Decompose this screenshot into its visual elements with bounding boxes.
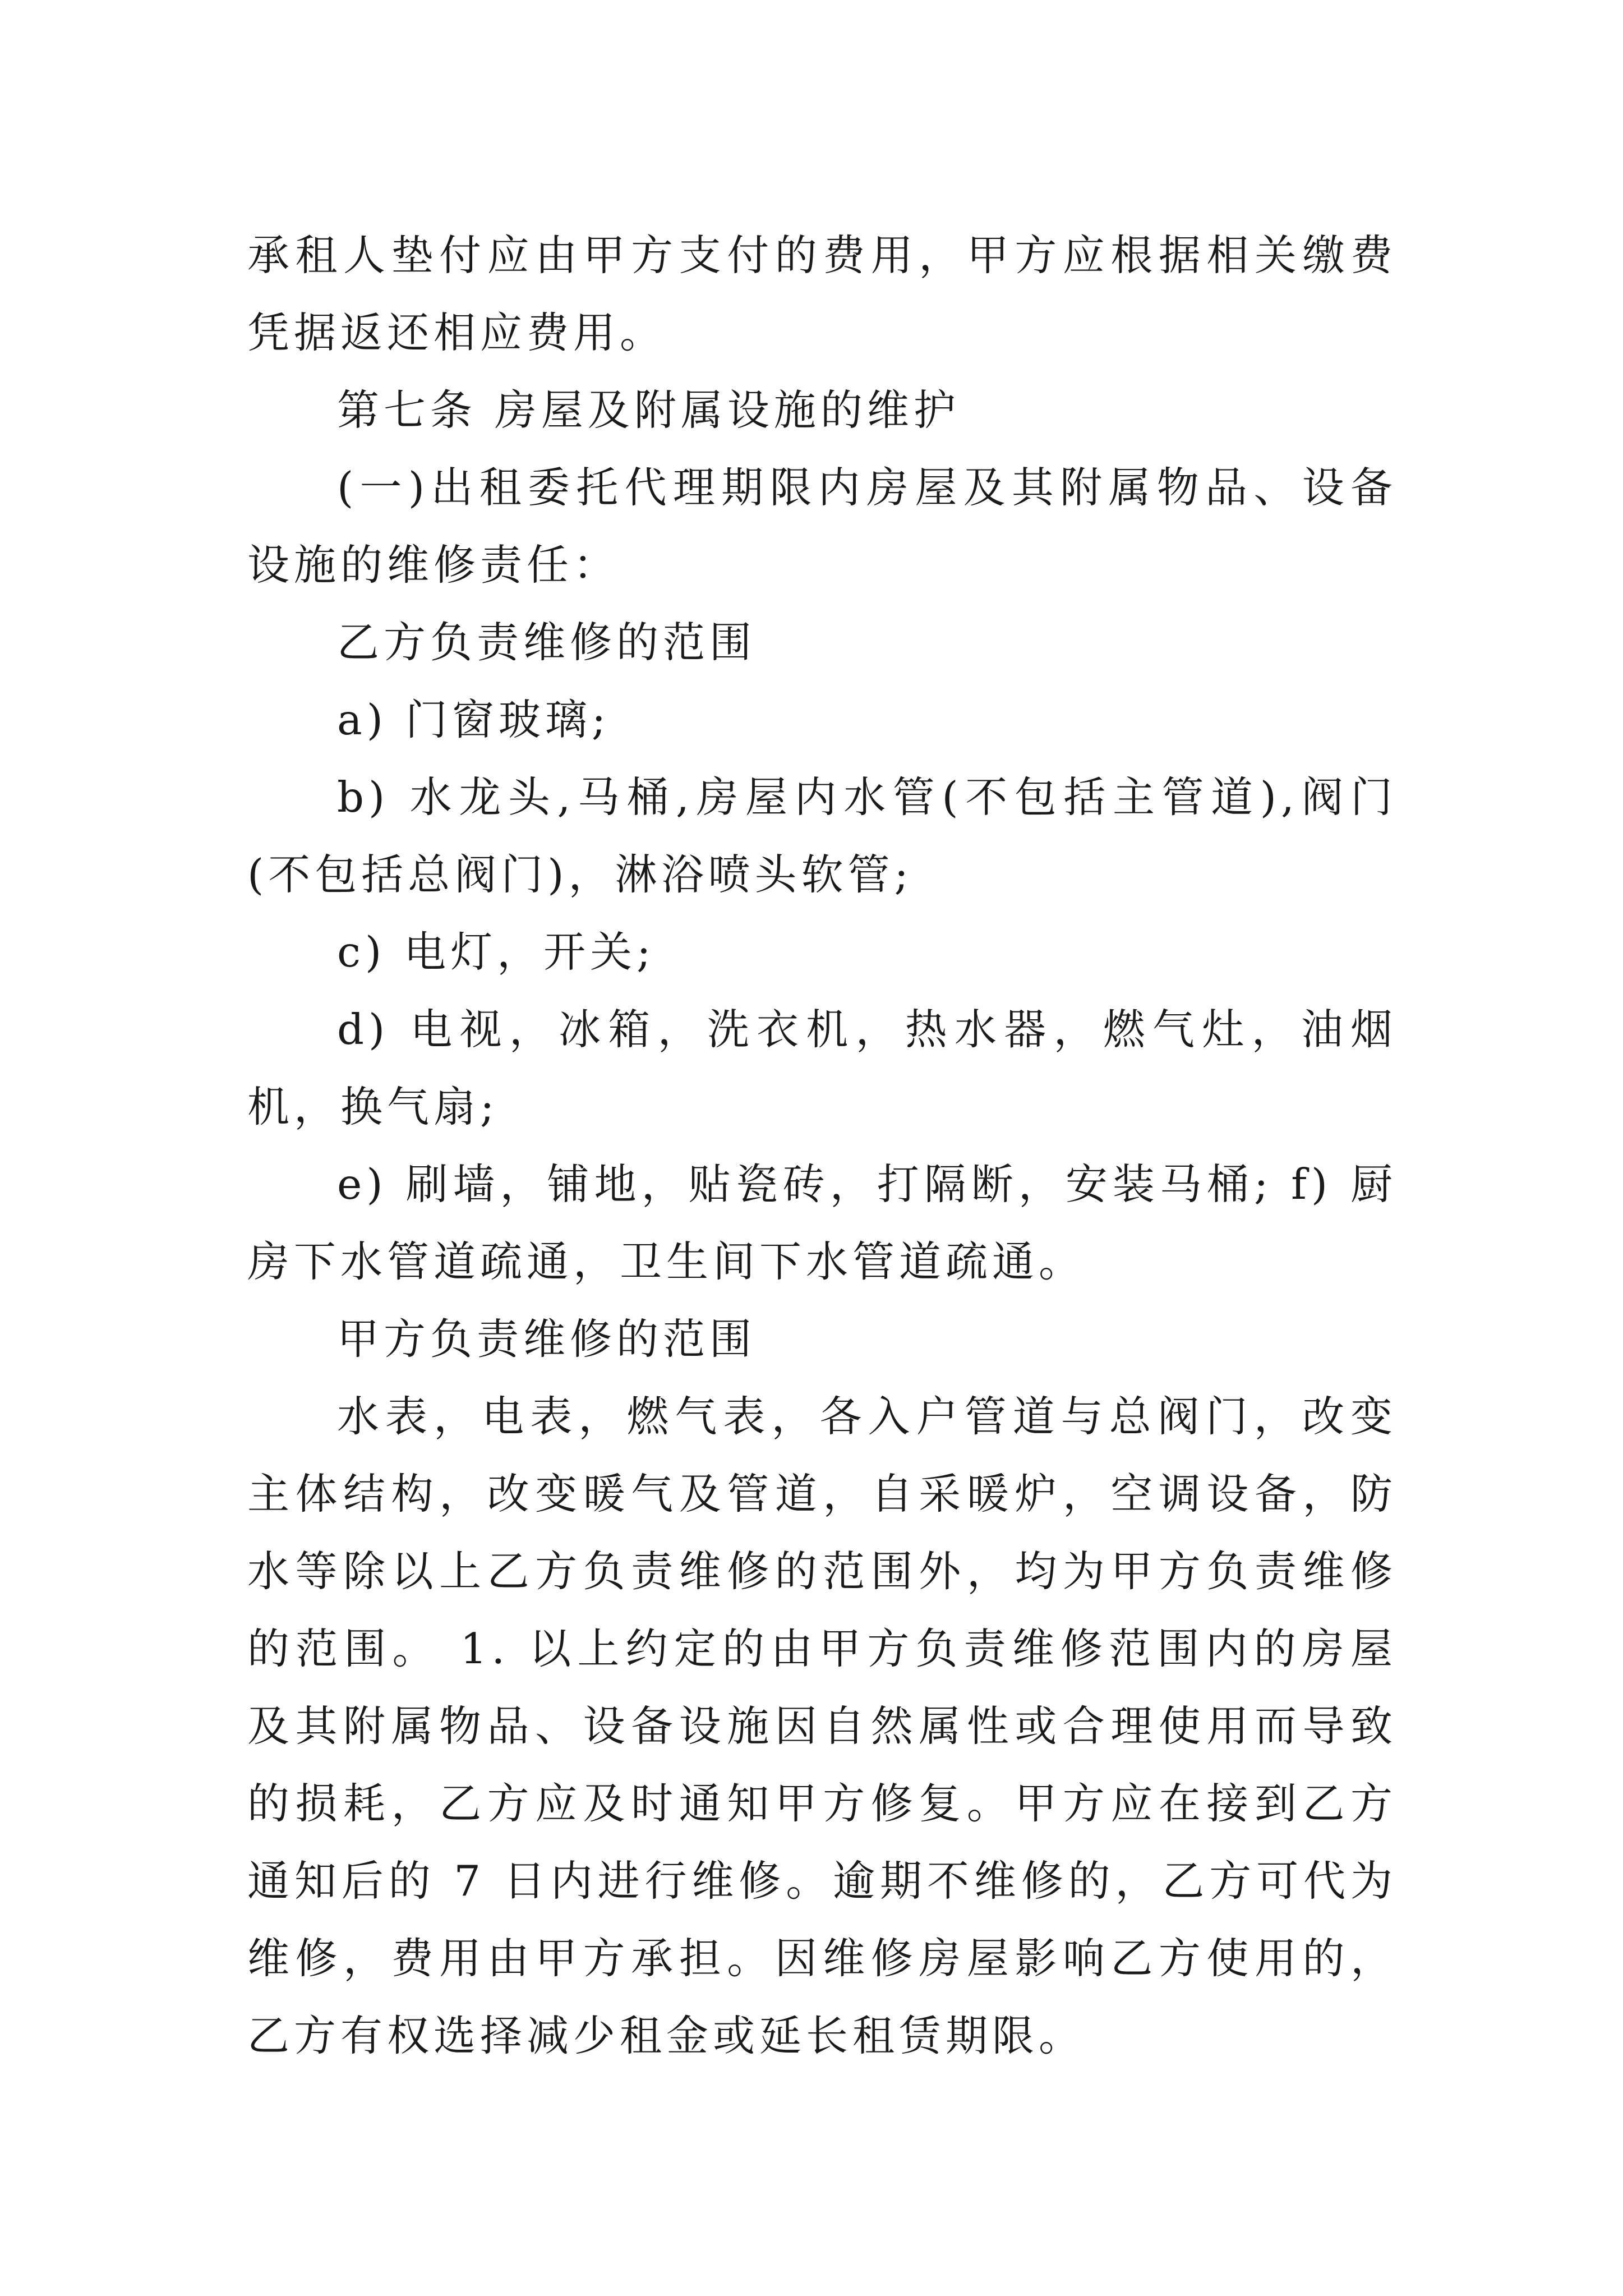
document-body [247, 217, 1397, 2074]
paragraph-party-a-scope: 水表，电表，燃气表，各入户管道与总阀门，改变主体结构，改变暖气及管道，自采暖炉，空调设备，防水等除以上乙方负责维修的范围外，均为甲方负责维修的范围。 1. 以上约定的由甲方负责维修范围内的房屋及其附属物品、设备设施因自然属性或合理使用而导致的损耗，乙方应及时通知甲方修复。甲方应在接到乙方通知后的 7 日内进行维修。逾期不维修的，乙方可代为维修，费用由甲方承担。因维修房屋影响乙方使用的，乙方有权选择减少租金或延长租赁期限。 [247, 1392, 1397, 2060]
list-item-e-f: e) 刷墙，铺地，贴瓷砖，打隔断，安装马桶; f) 厨房下水管道疏通，卫生间下水管道疏通。 [247, 1159, 1397, 1286]
list-item-c: c) 电灯，开关; [337, 927, 656, 977]
paragraph-continuation: 承租人垫付应由甲方支付的费用，甲方应根据相关缴费凭据返还相应费用。 [247, 231, 1397, 357]
list-item-d: d) 电视，冰箱，洗衣机，热水器，燃气灶，油烟机，换气扇; [247, 1005, 1397, 1131]
subheading-party-b-scope: 乙方负责维修的范围 [337, 618, 757, 667]
list-item-b: b) 水龙头,马桶,房屋内水管(不包括主管道),阀门(不包括总阀门)，淋浴喷头软管; [247, 772, 1397, 899]
subheading-party-a-scope: 甲方负责维修的范围 [337, 1314, 757, 1364]
paragraph-maintenance-responsibility: (一)出租委托代理期限内房屋及其附属物品、设备设施的维修责任： [247, 463, 1397, 590]
article-heading: 第七条 房屋及附属设施的维护 [337, 385, 960, 435]
list-item-a: a) 门窗玻璃; [337, 695, 611, 744]
